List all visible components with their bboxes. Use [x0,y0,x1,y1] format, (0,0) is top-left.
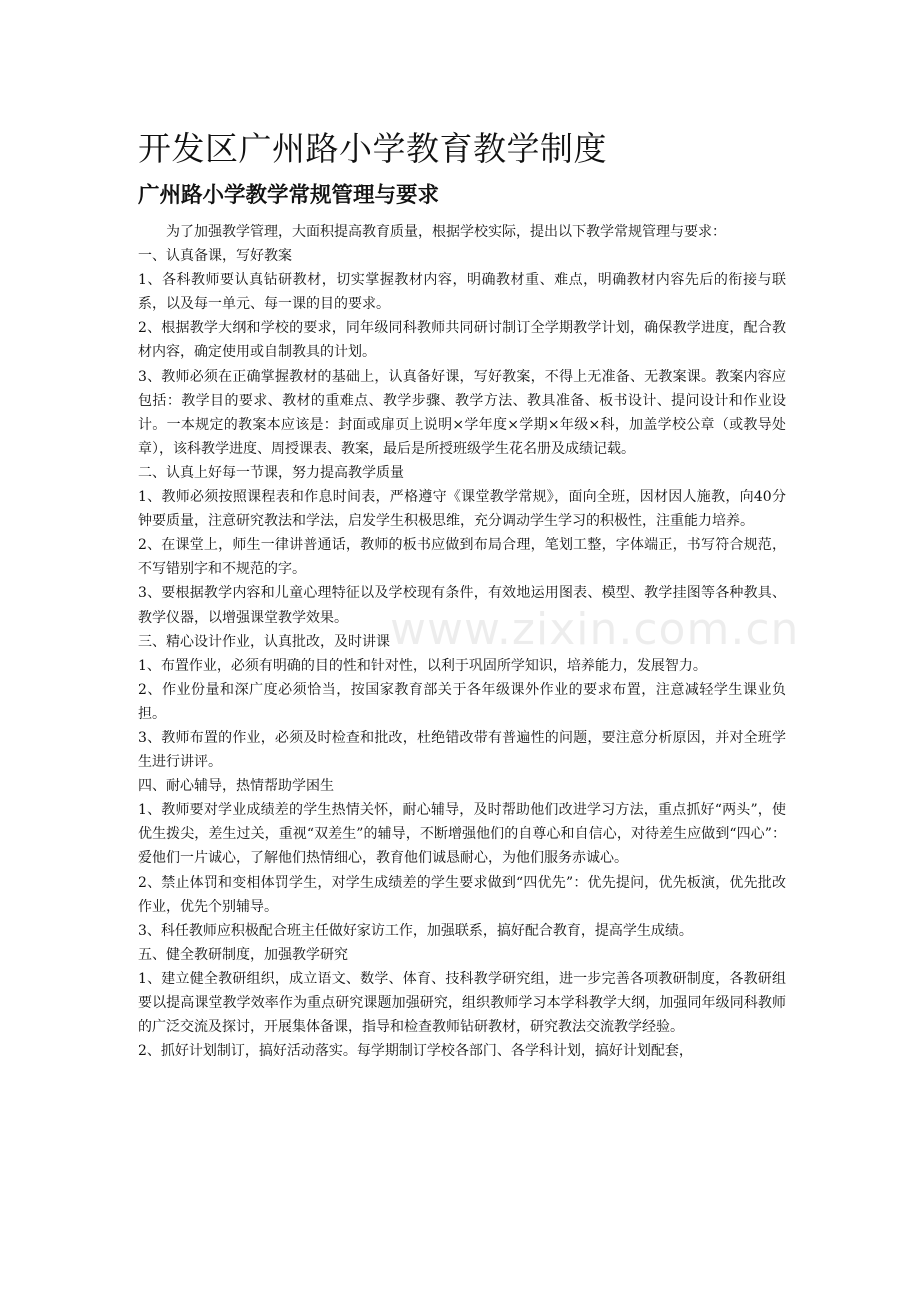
intro-paragraph: 为了加强教学管理，大面积提高教育质量，根据学校实际，提出以下教学常规管理与要求： [166,224,726,240]
section-heading-5: 五、健全教研制度，加强教学研究 [138,946,348,963]
section-1-item-3: 3、教师必须在正确掌握教材的基础上，认真备好课，写好教案，不得上无准备、无教案课。教案内容应包括：教学目的要求、教材的重难点、教学步骤、教学方法、教具准备、板书设计、提问设计和作业设计。一本规定的教案本应该是：封面或扉页上说明×学年度×学期×年级×科，加盖学校公章（或教导处章），该科教学进度、周授课表、教案，最后是所授班级学生花名册及成绩记载。 [138,368,786,457]
section-3-item-1: 1、布置作业，必须有明确的目的性和针对性，以利于巩固所学知识，培养能力，发展智力。 [138,657,707,674]
section-1-item-2: 2、根据教学大纲和学校的要求，同年级同科教师共同研讨制订全学期教学计划，确保教学进度，配合教材内容，确定使用或自制教具的计划。 [138,320,786,361]
section-5-item-2: 2、抓好计划制订，搞好活动落实。每学期制订学校各部门、各学科计划，搞好计划配套， [138,1043,693,1060]
section-3-item-3: 3、教师布置的作业，必须及时检查和批改，杜绝错改带有普遍性的问题，要注意分析原因，并对全班学生进行讲评。 [138,729,786,771]
document-title: 开发区广州路小学教育教学制度 [138,129,607,168]
section-4-item-2: 2、禁止体罚和变相体罚学生，对学生成绩差的学生要求做到“四优先”：优先提问，优先板演，优先批改作业，优先个别辅导。 [138,874,786,915]
section-3-item-2: 2、作业份量和深广度必须恰当，按国家教育部关于各年级课外作业的要求布置，注意减轻学生课业负担。 [138,681,786,722]
section-heading-1: 一、认真备课，写好教案 [138,248,292,265]
section-2-item-3: 3、要根据教学内容和儿童心理特征以及学校现有条件，有效地运用图表、模型、教学挂图等各种教具、教学仪器，以增强课堂教学效果。 [138,585,786,626]
document-subtitle: 广州路小学教学常规管理与要求 [138,183,440,208]
section-4-item-1: 1、教师要对学业成绩差的学生热情关怀，耐心辅导，及时帮助他们改进学习方法，重点抓好“两头”，使优生拨尖，差生过关，重视“双差生”的辅导，不断增强他们的自尊心和自信心，对待差生应做到“四心”：爱他们一片诚心，了解他们热情细心，教育他们诚恳耐心，为他们服务赤诚心。 [138,802,786,867]
section-2-item-1: 1、教师必须按照课程表和作息时间表，严格遵守《课堂教学常规》，面向全班，因材因人施教，向40分钟要质量，注意研究教法和学法，启发学生积极思维，充分调动学生学习的积极性，注重能力培养。 [138,489,786,530]
section-heading-4: 四、耐心辅导，热情帮助学困生 [138,778,334,795]
section-heading-3: 三、精心设计作业，认真批改，及时讲课 [138,633,390,650]
section-2-item-2: 2、在课堂上，师生一律讲普通话，教师的板书应做到布局合理，笔划工整，字体端正，书写符合规范，不写错别字和不规范的字。 [138,537,786,578]
section-5-item-1: 1、建立健全教研组织，成立语文、数学、体育、技科教学研究组，进一步完善各项教研制度，各教研组要以提高课堂教学效率作为重点研究课题加强研究，组织教师学习本学科教学大纲，加强同年级同科教师的广泛交流及探讨，开展集体备课，指导和检查教师钻研教材，研究教法交流教学经验。 [138,970,786,1036]
document-page [138,124,786,1063]
watermark: www.zixin.com.cn [390,604,800,655]
section-1-item-1: 1、各科教师要认真钻研教材，切实掌握教材内容，明确教材重、难点，明确教材内容先后的衔接与联系，以及每一单元、每一课的目的要求。 [138,272,786,313]
section-heading-2: 二、认真上好每一节课，努力提高教学质量 [138,464,404,481]
document-body [138,220,786,1063]
section-4-item-3: 3、科任教师应积极配合班主任做好家访工作，加强联系，搞好配合教育，提高学生成绩。 [138,922,693,939]
